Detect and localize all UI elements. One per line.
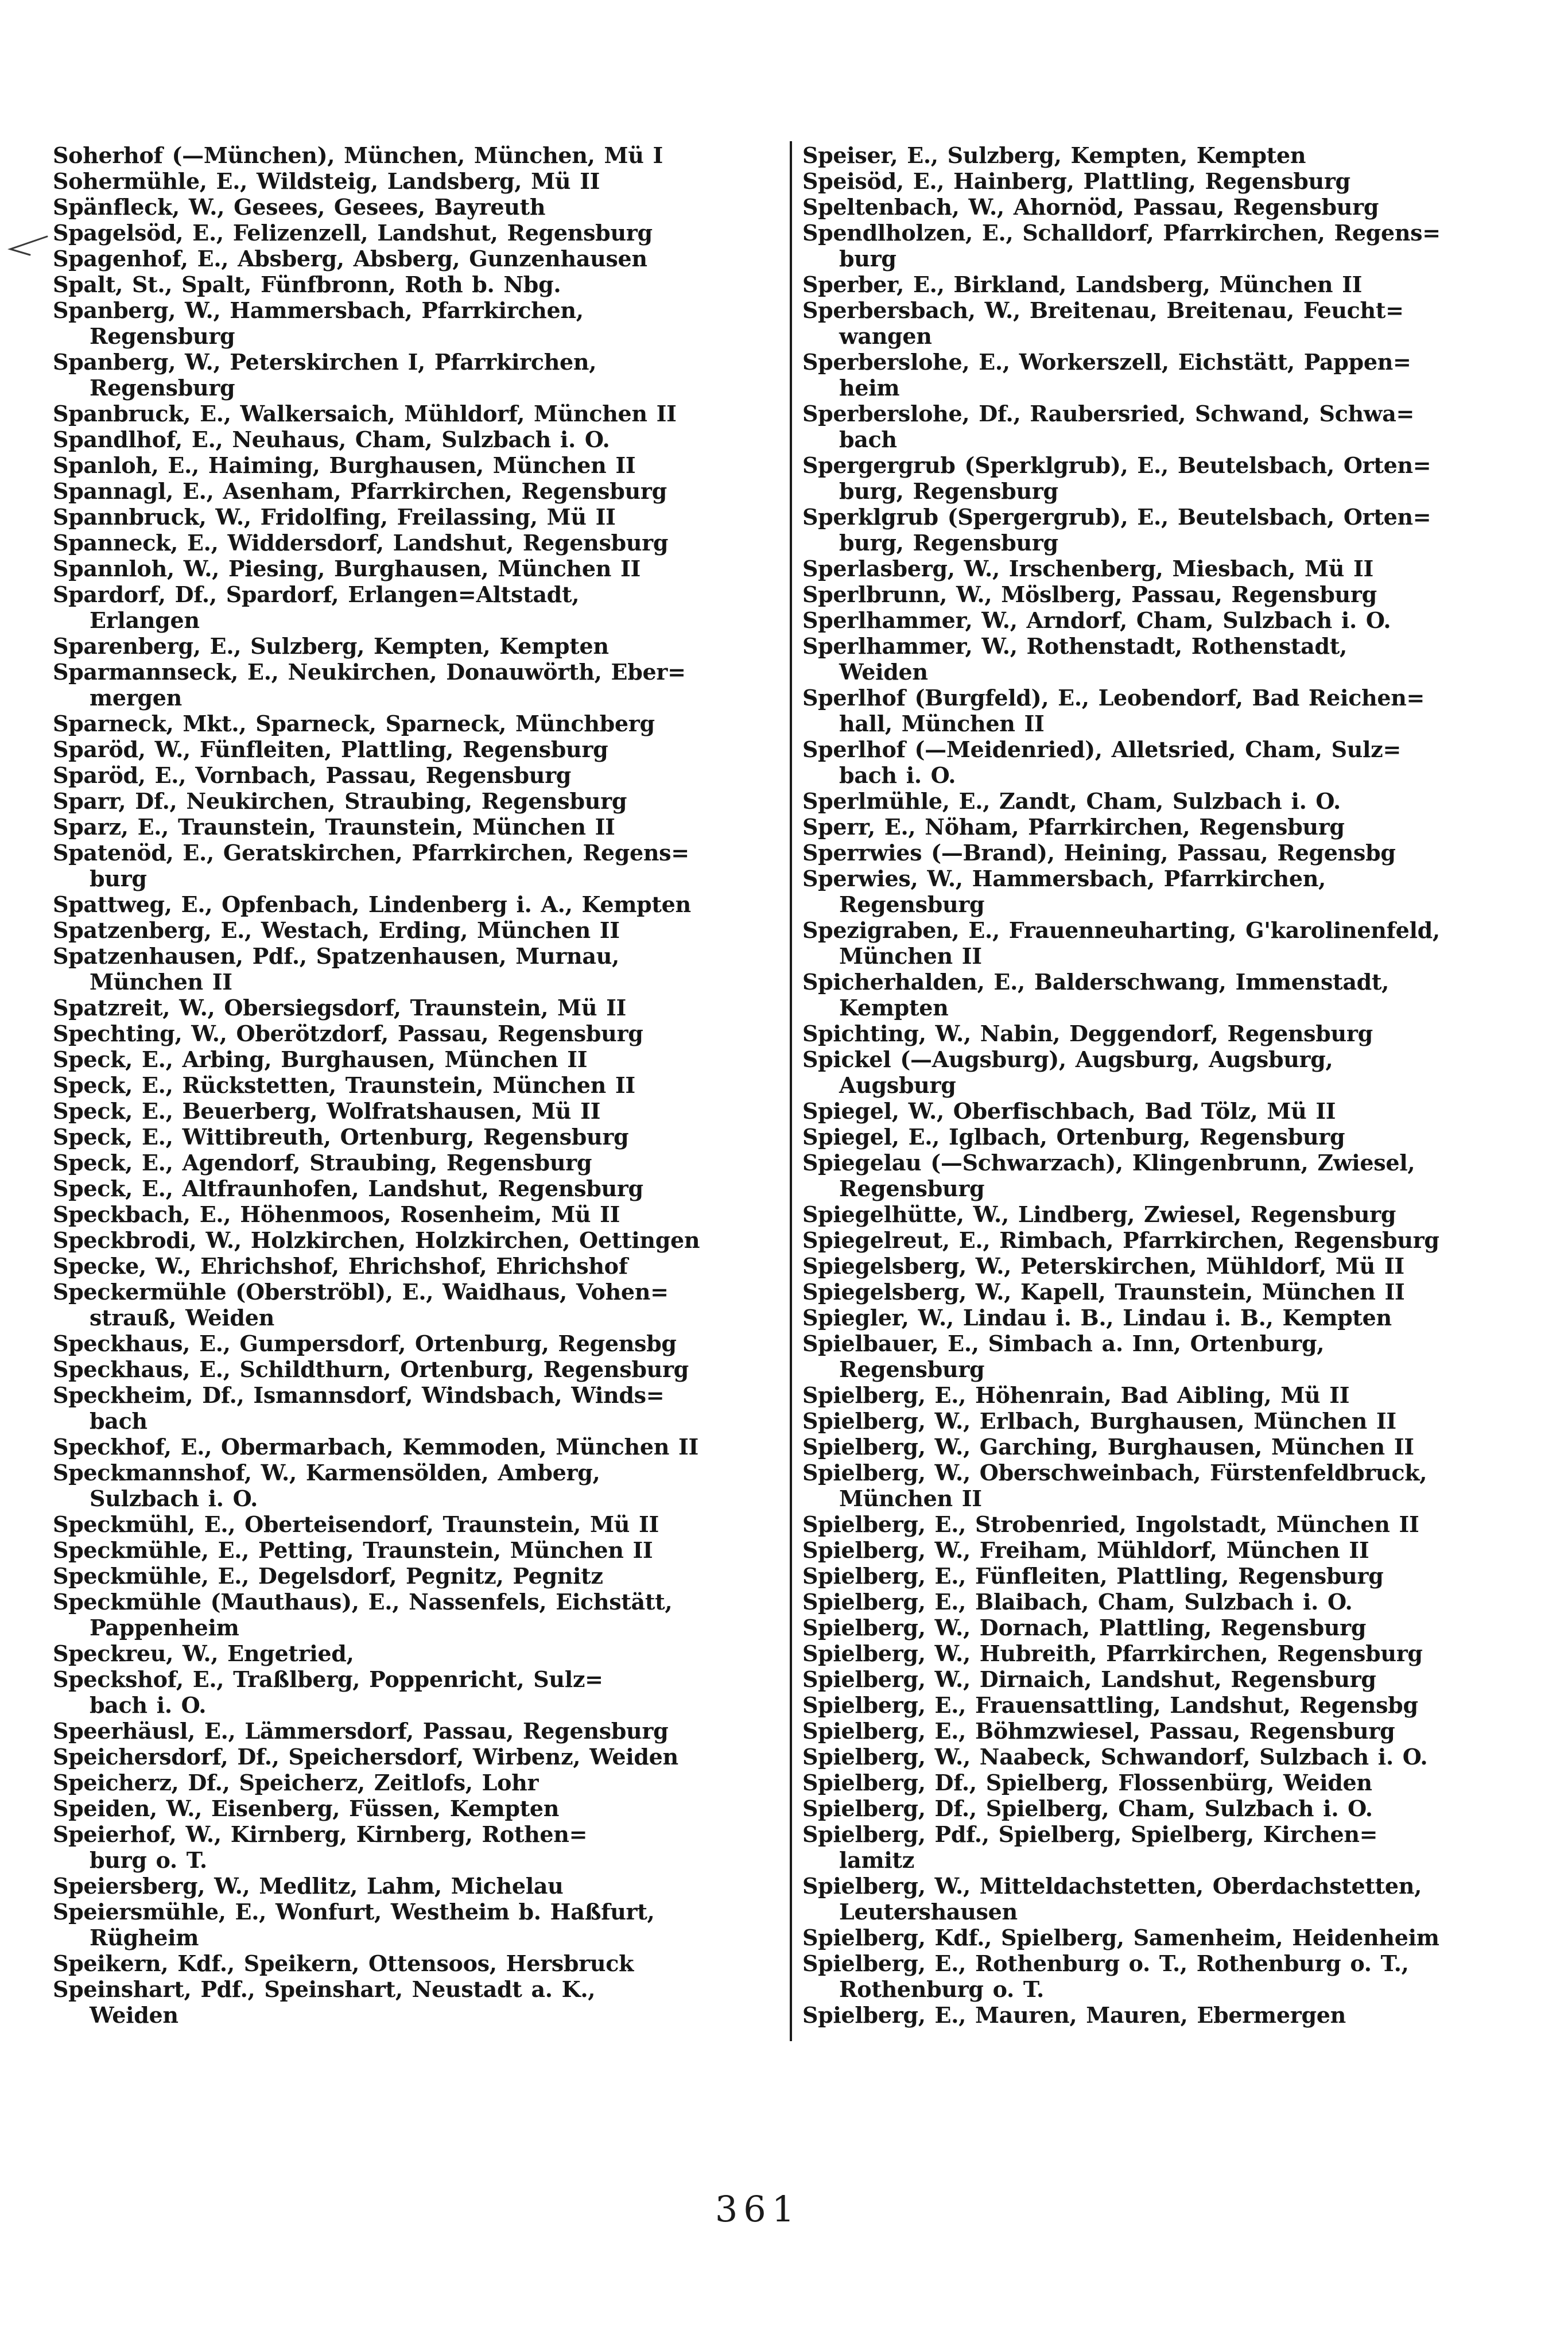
- directory-line: Spezigraben, E., Frauenneuharting, G'karolinenfeld,: [802, 917, 1440, 943]
- page-number: 361: [715, 2188, 801, 2230]
- directory-entry: [53, 788, 786, 814]
- directory-entry: [53, 1511, 786, 1537]
- directory-entry: [53, 1098, 786, 1124]
- directory-line: Speiersmühle, E., Wonfurt, Westheim b. Haßfurt,: [53, 1899, 655, 1925]
- directory-line: Speierhof, W., Kirnberg, Kirnberg, Rothen=: [53, 1821, 588, 1847]
- directory-line-continuation: hall, München II: [839, 711, 1045, 736]
- directory-line-continuation: München II: [839, 943, 982, 969]
- directory-entry: [802, 1821, 1555, 1873]
- directory-entry: [53, 1176, 786, 1201]
- directory-line: Specke, W., Ehrichshof, Ehrichshof, Ehrichshof: [53, 1253, 628, 1279]
- directory-entry: [802, 1511, 1555, 1537]
- directory-line: Sperklgrub (Spergergrub), E., Beutelsbach, Orten=: [802, 504, 1431, 530]
- directory-line: Speltenbach, W., Ahornöd, Passau, Regensburg: [802, 194, 1379, 220]
- directory-entry: [53, 581, 786, 633]
- directory-entry: [53, 1201, 786, 1227]
- directory-entry: [53, 1821, 786, 1873]
- left-column: [53, 142, 786, 2028]
- directory-line: Spanloh, E., Haiming, Burghausen, München II: [53, 452, 636, 478]
- directory-entry: [53, 272, 786, 297]
- directory-entry: [53, 840, 786, 891]
- directory-line: Sparr, Df., Neukirchen, Straubing, Regensburg: [53, 788, 627, 814]
- directory-line: Spielberg, Kdf., Spielberg, Samenheim, Heidenheim: [802, 1925, 1439, 1950]
- directory-line: Speck, E., Wittibreuth, Ortenburg, Regensburg: [53, 1124, 629, 1150]
- directory-line: Spielberg, W., Freiham, Mühldorf, München II: [802, 1537, 1369, 1563]
- directory-line: Spannloh, W., Piesing, Burghausen, München II: [53, 556, 641, 581]
- directory-line-continuation: Pappenheim: [90, 1615, 239, 1640]
- directory-entry: [802, 1098, 1555, 1124]
- directory-line-continuation: Rügheim: [90, 1925, 199, 1950]
- directory-entry: [802, 581, 1555, 607]
- directory-line: Sperbersbach, W., Breitenau, Breitenau, Feucht=: [802, 297, 1404, 323]
- directory-line: Spendlholzen, E., Schalldorf, Pfarrkirchen, Regens=: [802, 220, 1441, 246]
- directory-line: Spielberg, E., Böhmzwiesel, Passau, Regensburg: [802, 1718, 1395, 1744]
- directory-line: Speckreu, W., Engetried,: [53, 1640, 354, 1666]
- directory-line: Spandlhof, E., Neuhaus, Cham, Sulzbach i. O.: [53, 426, 610, 452]
- directory-line: Spielberg, E., Rothenburg o. T., Rothenburg o. T.,: [802, 1950, 1409, 1976]
- directory-line-continuation: strauß, Weiden: [90, 1305, 274, 1331]
- directory-line: Spiegel, W., Oberfischbach, Bad Tölz, Mü II: [802, 1098, 1336, 1124]
- directory-line-continuation: Regensburg: [90, 323, 235, 349]
- directory-line: Spalt, St., Spalt, Fünfbronn, Roth b. Nbg.: [53, 272, 561, 297]
- directory-entry: [53, 452, 786, 478]
- directory-line: Speicherz, Df., Speicherz, Zeitlofs, Lohr: [53, 1770, 539, 1795]
- directory-entry: [53, 1873, 786, 1899]
- column-divider-rule: [790, 141, 792, 2041]
- directory-line: Speckmühle (Mauthaus), E., Nassenfels, Eichstätt,: [53, 1589, 673, 1615]
- directory-line: Speckermühle (Oberströbl), E., Waidhaus, Vohen=: [53, 1279, 669, 1305]
- directory-line: Speichersdorf, Df., Speichersdorf, Wirbenz, Weiden: [53, 1744, 678, 1770]
- directory-line: Spannagl, E., Asenham, Pfarrkirchen, Regensburg: [53, 478, 667, 504]
- directory-line: Spergergrub (Sperklgrub), E., Beutelsbach, Orten=: [802, 452, 1431, 478]
- directory-line: Spatzreit, W., Obersiegsdorf, Traunstein, Mü II: [53, 995, 627, 1021]
- directory-line: Speckhof, E., Obermarbach, Kemmoden, München II: [53, 1434, 698, 1460]
- directory-line: Speckmühl, E., Oberteisendorf, Traunstein, Mü II: [53, 1511, 659, 1537]
- directory-line: Speckhaus, E., Schildthurn, Ortenburg, Regensburg: [53, 1356, 689, 1382]
- directory-entry: [802, 504, 1555, 556]
- directory-line-continuation: heim: [839, 375, 900, 401]
- directory-entry: [53, 1640, 786, 1666]
- directory-entry: [53, 1950, 786, 1976]
- directory-line: Speck, E., Rückstetten, Traunstein, München II: [53, 1072, 635, 1098]
- directory-entry: [53, 1382, 786, 1434]
- directory-line: Speck, E., Altfraunhofen, Landshut, Regensburg: [53, 1176, 643, 1201]
- directory-line: Sperwies, W., Hammersbach, Pfarrkirchen,: [802, 866, 1326, 891]
- directory-entry: [53, 478, 786, 504]
- directory-line: Sperberslohe, Df., Raubersried, Schwand, Schwa=: [802, 401, 1415, 426]
- directory-entry: [802, 401, 1555, 452]
- directory-line: Sperlhof (—Meidenried), Alletsried, Cham, Sulz=: [802, 736, 1401, 762]
- directory-entry: [802, 1331, 1555, 1382]
- directory-line: Spanberg, W., Peterskirchen I, Pfarrkirchen,: [53, 349, 597, 375]
- directory-entry: [802, 814, 1555, 840]
- directory-line-continuation: Rothenburg o. T.: [839, 1976, 1044, 2002]
- directory-line: Sperlhammer, W., Arndorf, Cham, Sulzbach i. O.: [802, 607, 1391, 633]
- directory-entry: [53, 1279, 786, 1331]
- directory-entry: [802, 1460, 1555, 1511]
- directory-entry: [53, 142, 786, 168]
- directory-entry: [53, 943, 786, 995]
- directory-line: Speckshof, E., Traßlberg, Poppenricht, Sulz=: [53, 1666, 603, 1692]
- directory-entry: [802, 1950, 1555, 2002]
- directory-entry: [802, 1589, 1555, 1615]
- directory-line: Spiegelsberg, W., Kapell, Traunstein, München II: [802, 1279, 1405, 1305]
- directory-line: Spichting, W., Nabin, Deggendorf, Regensburg: [802, 1021, 1373, 1046]
- directory-entry: [53, 814, 786, 840]
- directory-line-continuation: burg o. T.: [90, 1847, 207, 1873]
- directory-line-continuation: Erlangen: [90, 607, 200, 633]
- directory-entry: [802, 1305, 1555, 1331]
- directory-line: Spielberg, E., Blaibach, Cham, Sulzbach i. O.: [802, 1589, 1353, 1615]
- directory-line: Spiegel, E., Iglbach, Ortenburg, Regensburg: [802, 1124, 1345, 1150]
- directory-entry: [802, 297, 1555, 349]
- directory-entry: [53, 1589, 786, 1640]
- directory-line-continuation: burg: [90, 866, 147, 891]
- directory-entry: [53, 1976, 786, 2028]
- directory-line-continuation: Sulzbach i. O.: [90, 1486, 258, 1511]
- directory-line: Spielberg, W., Naabeck, Schwandorf, Sulzbach i. O.: [802, 1744, 1428, 1770]
- directory-entry: [53, 297, 786, 349]
- directory-entry: [802, 1770, 1555, 1795]
- directory-entry: [802, 1150, 1555, 1201]
- directory-line-continuation: Augsburg: [839, 1072, 956, 1098]
- directory-line: Spielberg, W., Garching, Burghausen, München II: [802, 1434, 1414, 1460]
- directory-entry: [53, 1331, 786, 1356]
- directory-entry: [53, 633, 786, 659]
- directory-entry: [53, 995, 786, 1021]
- directory-line: Spagenhof, E., Absberg, Absberg, Gunzenhausen: [53, 246, 647, 272]
- directory-line-continuation: burg, Regensburg: [839, 478, 1058, 504]
- directory-entry: [53, 194, 786, 220]
- directory-entry: [53, 1899, 786, 1950]
- directory-line: Spiegelsberg, W., Peterskirchen, Mühldorf, Mü II: [802, 1253, 1404, 1279]
- directory-entry: [802, 866, 1555, 917]
- directory-entry: [53, 1046, 786, 1072]
- directory-line-continuation: wangen: [839, 323, 932, 349]
- directory-line: Spiegelau (—Schwarzach), Klingenbrunn, Zwiesel,: [802, 1150, 1415, 1176]
- directory-line: Sparöd, W., Fünfleiten, Plattling, Regensburg: [53, 736, 608, 762]
- directory-entry: [802, 840, 1555, 866]
- directory-entry: [53, 1150, 786, 1176]
- directory-line: Spiegelhütte, W., Lindberg, Zwiesel, Regensburg: [802, 1201, 1396, 1227]
- directory-entry: [53, 1227, 786, 1253]
- directory-entry: [53, 762, 786, 788]
- directory-entry: [802, 1563, 1555, 1589]
- directory-entry: [53, 1434, 786, 1460]
- directory-line: Spielberg, E., Fünfleiten, Plattling, Regensburg: [802, 1563, 1384, 1589]
- directory-line: Speckbrodi, W., Holzkirchen, Holzkirchen, Oettingen: [53, 1227, 700, 1253]
- directory-line-continuation: Weiden: [839, 659, 928, 685]
- directory-line: Sperrwies (—Brand), Heining, Passau, Regensbg: [802, 840, 1396, 866]
- directory-line: Spickel (—Augsburg), Augsburg, Augsburg,: [802, 1046, 1333, 1072]
- directory-line: Speiersberg, W., Medlitz, Lahm, Michelau: [53, 1873, 564, 1899]
- directory-line-continuation: München II: [90, 969, 232, 995]
- directory-line: Speckmühle, E., Degelsdorf, Pegnitz, Pegnitz: [53, 1563, 603, 1589]
- directory-line-continuation: Regensburg: [90, 375, 235, 401]
- directory-line: Spielberg, W., Oberschweinbach, Fürstenfeldbruck,: [802, 1460, 1427, 1486]
- directory-entry: [802, 1382, 1555, 1408]
- directory-line: Spatzenhausen, Pdf., Spatzenhausen, Murnau,: [53, 943, 619, 969]
- directory-entry: [802, 1744, 1555, 1770]
- directory-line: Spattweg, E., Opfenbach, Lindenberg i. A., Kempten: [53, 891, 691, 917]
- directory-entry: [53, 530, 786, 556]
- directory-line: Spielberg, Pdf., Spielberg, Spielberg, Kirchen=: [802, 1821, 1378, 1847]
- directory-line: Sparz, E., Traunstein, Traunstein, München II: [53, 814, 615, 840]
- directory-line: Speckmannshof, W., Karmensölden, Amberg,: [53, 1460, 600, 1486]
- directory-line: Spanneck, E., Widdersdorf, Landshut, Regensburg: [53, 530, 669, 556]
- directory-line: Speckheim, Df., Ismannsdorf, Windsbach, Winds=: [53, 1382, 665, 1408]
- directory-entry: [802, 556, 1555, 581]
- directory-entry: [53, 1356, 786, 1382]
- directory-entry: [802, 1434, 1555, 1460]
- directory-entry: [802, 1227, 1555, 1253]
- directory-line: Spannbruck, W., Fridolfing, Freilassing, Mü II: [53, 504, 616, 530]
- directory-entry: [802, 1279, 1555, 1305]
- directory-entry: [53, 426, 786, 452]
- directory-entry: [802, 1795, 1555, 1821]
- directory-line-continuation: burg, Regensburg: [839, 530, 1058, 556]
- directory-line: Speck, E., Beuerberg, Wolfratshausen, Mü II: [53, 1098, 601, 1124]
- directory-line: Soherhof (—München), München, München, Mü I: [53, 142, 663, 168]
- directory-entry: [53, 1460, 786, 1511]
- directory-entry: [53, 556, 786, 581]
- directory-line: Sparöd, E., Vornbach, Passau, Regensburg: [53, 762, 572, 788]
- directory-entry: [802, 1718, 1555, 1744]
- directory-entry: [53, 659, 786, 711]
- directory-line: Sperlbrunn, W., Möslberg, Passau, Regensburg: [802, 581, 1377, 607]
- directory-line: Spielberg, E., Höhenrain, Bad Aibling, Mü II: [802, 1382, 1350, 1408]
- directory-entry: [53, 1795, 786, 1821]
- directory-entry: [802, 1692, 1555, 1718]
- directory-entry: [53, 1072, 786, 1098]
- directory-entry: [802, 194, 1555, 220]
- directory-entry: [53, 1563, 786, 1589]
- directory-line: Speiser, E., Sulzberg, Kempten, Kempten: [802, 142, 1306, 168]
- directory-line-continuation: mergen: [90, 685, 182, 711]
- directory-entry: [53, 168, 786, 194]
- directory-line: Spielberg, W., Mitteldachstetten, Oberdachstetten,: [802, 1873, 1422, 1899]
- directory-line-continuation: Regensburg: [839, 1176, 985, 1201]
- directory-line-continuation: burg: [839, 246, 896, 272]
- directory-entry: [802, 1666, 1555, 1692]
- directory-line: Speinshart, Pdf., Speinshart, Neustadt a. K.,: [53, 1976, 596, 2002]
- directory-entry: [802, 272, 1555, 297]
- directory-entry: [802, 2002, 1555, 2028]
- directory-line: Spielberg, E., Frauensattling, Landshut, Regensbg: [802, 1692, 1418, 1718]
- directory-entry: [802, 1615, 1555, 1640]
- directory-line-continuation: Leutershausen: [839, 1899, 1018, 1925]
- directory-line: Spielberg, W., Dornach, Plattling, Regensburg: [802, 1615, 1367, 1640]
- directory-line-continuation: bach: [90, 1408, 148, 1434]
- directory-line: Sperlmühle, E., Zandt, Cham, Sulzbach i. O.: [802, 788, 1341, 814]
- directory-entry: [802, 685, 1555, 736]
- directory-line: Speckbach, E., Höhenmoos, Rosenheim, Mü II: [53, 1201, 620, 1227]
- directory-entry: [53, 1124, 786, 1150]
- directory-entry: [802, 1873, 1555, 1925]
- handwritten-tick-icon: [3, 232, 52, 259]
- directory-line: Spielberg, E., Strobenried, Ingolstadt, München II: [802, 1511, 1419, 1537]
- directory-entry: [802, 220, 1555, 272]
- directory-entry: [802, 788, 1555, 814]
- directory-line-continuation: bach: [839, 426, 897, 452]
- directory-line: Speisöd, E., Hainberg, Plattling, Regensburg: [802, 168, 1350, 194]
- directory-entry: [802, 1201, 1555, 1227]
- directory-entry: [53, 504, 786, 530]
- directory-line: Speiden, W., Eisenberg, Füssen, Kempten: [53, 1795, 560, 1821]
- directory-line: Spielbauer, E., Simbach a. Inn, Ortenburg,: [802, 1331, 1325, 1356]
- directory-line: Spänfleck, W., Gesees, Gesees, Bayreuth: [53, 194, 546, 220]
- directory-entry: [53, 1666, 786, 1718]
- directory-entry: [802, 917, 1555, 969]
- directory-line: Sparmannseck, E., Neukirchen, Donauwörth, Eber=: [53, 659, 686, 685]
- directory-line: Spanbruck, E., Walkersaich, Mühldorf, München II: [53, 401, 677, 426]
- directory-line-continuation: bach i. O.: [839, 762, 956, 788]
- directory-line: Spatenöd, E., Geratskirchen, Pfarrkirchen, Regens=: [53, 840, 689, 866]
- directory-entry: [53, 891, 786, 917]
- directory-line: Spielberg, Df., Spielberg, Flossenbürg, Weiden: [802, 1770, 1372, 1795]
- directory-line: Speck, E., Agendorf, Straubing, Regensburg: [53, 1150, 592, 1176]
- right-column: [802, 142, 1555, 2028]
- directory-entry: [802, 1640, 1555, 1666]
- directory-line: Spielberg, Df., Spielberg, Cham, Sulzbach i. O.: [802, 1795, 1373, 1821]
- directory-line: Sparenberg, E., Sulzberg, Kempten, Kempten: [53, 633, 609, 659]
- directory-entry: [802, 168, 1555, 194]
- directory-entry: [802, 142, 1555, 168]
- directory-line: Spielberg, W., Erlbach, Burghausen, München II: [802, 1408, 1396, 1434]
- directory-entry: [802, 1124, 1555, 1150]
- directory-entry: [53, 1770, 786, 1795]
- directory-entry: [802, 452, 1555, 504]
- directory-line: Speck, E., Arbing, Burghausen, München II: [53, 1046, 588, 1072]
- directory-line: Sparneck, Mkt., Sparneck, Sparneck, Münchberg: [53, 711, 655, 736]
- directory-line: Spatzenberg, E., Westach, Erding, München II: [53, 917, 620, 943]
- directory-line: Sperberslohe, E., Workerszell, Eichstätt, Pappen=: [802, 349, 1411, 375]
- directory-line-continuation: München II: [839, 1486, 982, 1511]
- directory-line: Speckhaus, E., Gumpersdorf, Ortenburg, Regensbg: [53, 1331, 677, 1356]
- directory-line: Spielberg, W., Dirnaich, Landshut, Regensburg: [802, 1666, 1376, 1692]
- directory-entry: [53, 711, 786, 736]
- directory-line: Spielberg, W., Hubreith, Pfarrkirchen, Regensburg: [802, 1640, 1423, 1666]
- directory-line: Speerhäusl, E., Lämmersdorf, Passau, Regensburg: [53, 1718, 669, 1744]
- directory-line: Spanberg, W., Hammersbach, Pfarrkirchen,: [53, 297, 584, 323]
- directory-entry: [53, 736, 786, 762]
- directory-line-continuation: Regensburg: [839, 1356, 985, 1382]
- directory-entry: [802, 1408, 1555, 1434]
- directory-line-continuation: Kempten: [839, 995, 949, 1021]
- directory-line-continuation: Regensburg: [839, 891, 985, 917]
- directory-entry: [53, 1537, 786, 1563]
- directory-line-continuation: bach i. O.: [90, 1692, 207, 1718]
- directory-entry: [53, 917, 786, 943]
- directory-line-continuation: Weiden: [90, 2002, 178, 2028]
- directory-line: Spiegelreut, E., Rimbach, Pfarrkirchen, Regensburg: [802, 1227, 1439, 1253]
- directory-entry: [53, 349, 786, 401]
- directory-line: Sohermühle, E., Wildsteig, Landsberg, Mü II: [53, 168, 600, 194]
- directory-entry: [53, 246, 786, 272]
- directory-line: Speikern, Kdf., Speikern, Ottensoos, Hersbruck: [53, 1950, 634, 1976]
- directory-entry: [802, 607, 1555, 633]
- directory-line: Spielberg, E., Mauren, Mauren, Ebermergen: [802, 2002, 1346, 2028]
- directory-line: Spardorf, Df., Spardorf, Erlangen=Altstadt,: [53, 581, 580, 607]
- directory-line: Sperr, E., Nöham, Pfarrkirchen, Regensburg: [802, 814, 1345, 840]
- directory-entry: [802, 1021, 1555, 1046]
- directory-entry: [53, 1744, 786, 1770]
- directory-entry: [802, 736, 1555, 788]
- directory-line: Sperber, E., Birkland, Landsberg, München II: [802, 272, 1363, 297]
- directory-entry: [802, 349, 1555, 401]
- directory-line: Spagelsöd, E., Felizenzell, Landshut, Regensburg: [53, 220, 653, 246]
- directory-entry: [802, 969, 1555, 1021]
- directory-line: Sperlasberg, W., Irschenberg, Miesbach, Mü II: [802, 556, 1373, 581]
- directory-line: Spechting, W., Oberötzdorf, Passau, Regensburg: [53, 1021, 643, 1046]
- directory-entry: [802, 1253, 1555, 1279]
- directory-entry: [53, 1021, 786, 1046]
- directory-entry: [53, 401, 786, 426]
- directory-entry: [802, 1537, 1555, 1563]
- directory-line: Spiegler, W., Lindau i. B., Lindau i. B., Kempten: [802, 1305, 1392, 1331]
- directory-line: Spicherhalden, E., Balderschwang, Immenstadt,: [802, 969, 1390, 995]
- directory-line: Sperlhammer, W., Rothenstadt, Rothenstadt,: [802, 633, 1347, 659]
- directory-entry: [53, 220, 786, 246]
- directory-entry: [802, 1925, 1555, 1950]
- directory-entry: [53, 1253, 786, 1279]
- directory-line: Sperlhof (Burgfeld), E., Leobendorf, Bad Reichen=: [802, 685, 1425, 711]
- directory-line-continuation: lamitz: [839, 1847, 915, 1873]
- directory-line: Speckmühle, E., Petting, Traunstein, München II: [53, 1537, 653, 1563]
- directory-entry: [802, 633, 1555, 685]
- directory-entry: [802, 1046, 1555, 1098]
- directory-entry: [53, 1718, 786, 1744]
